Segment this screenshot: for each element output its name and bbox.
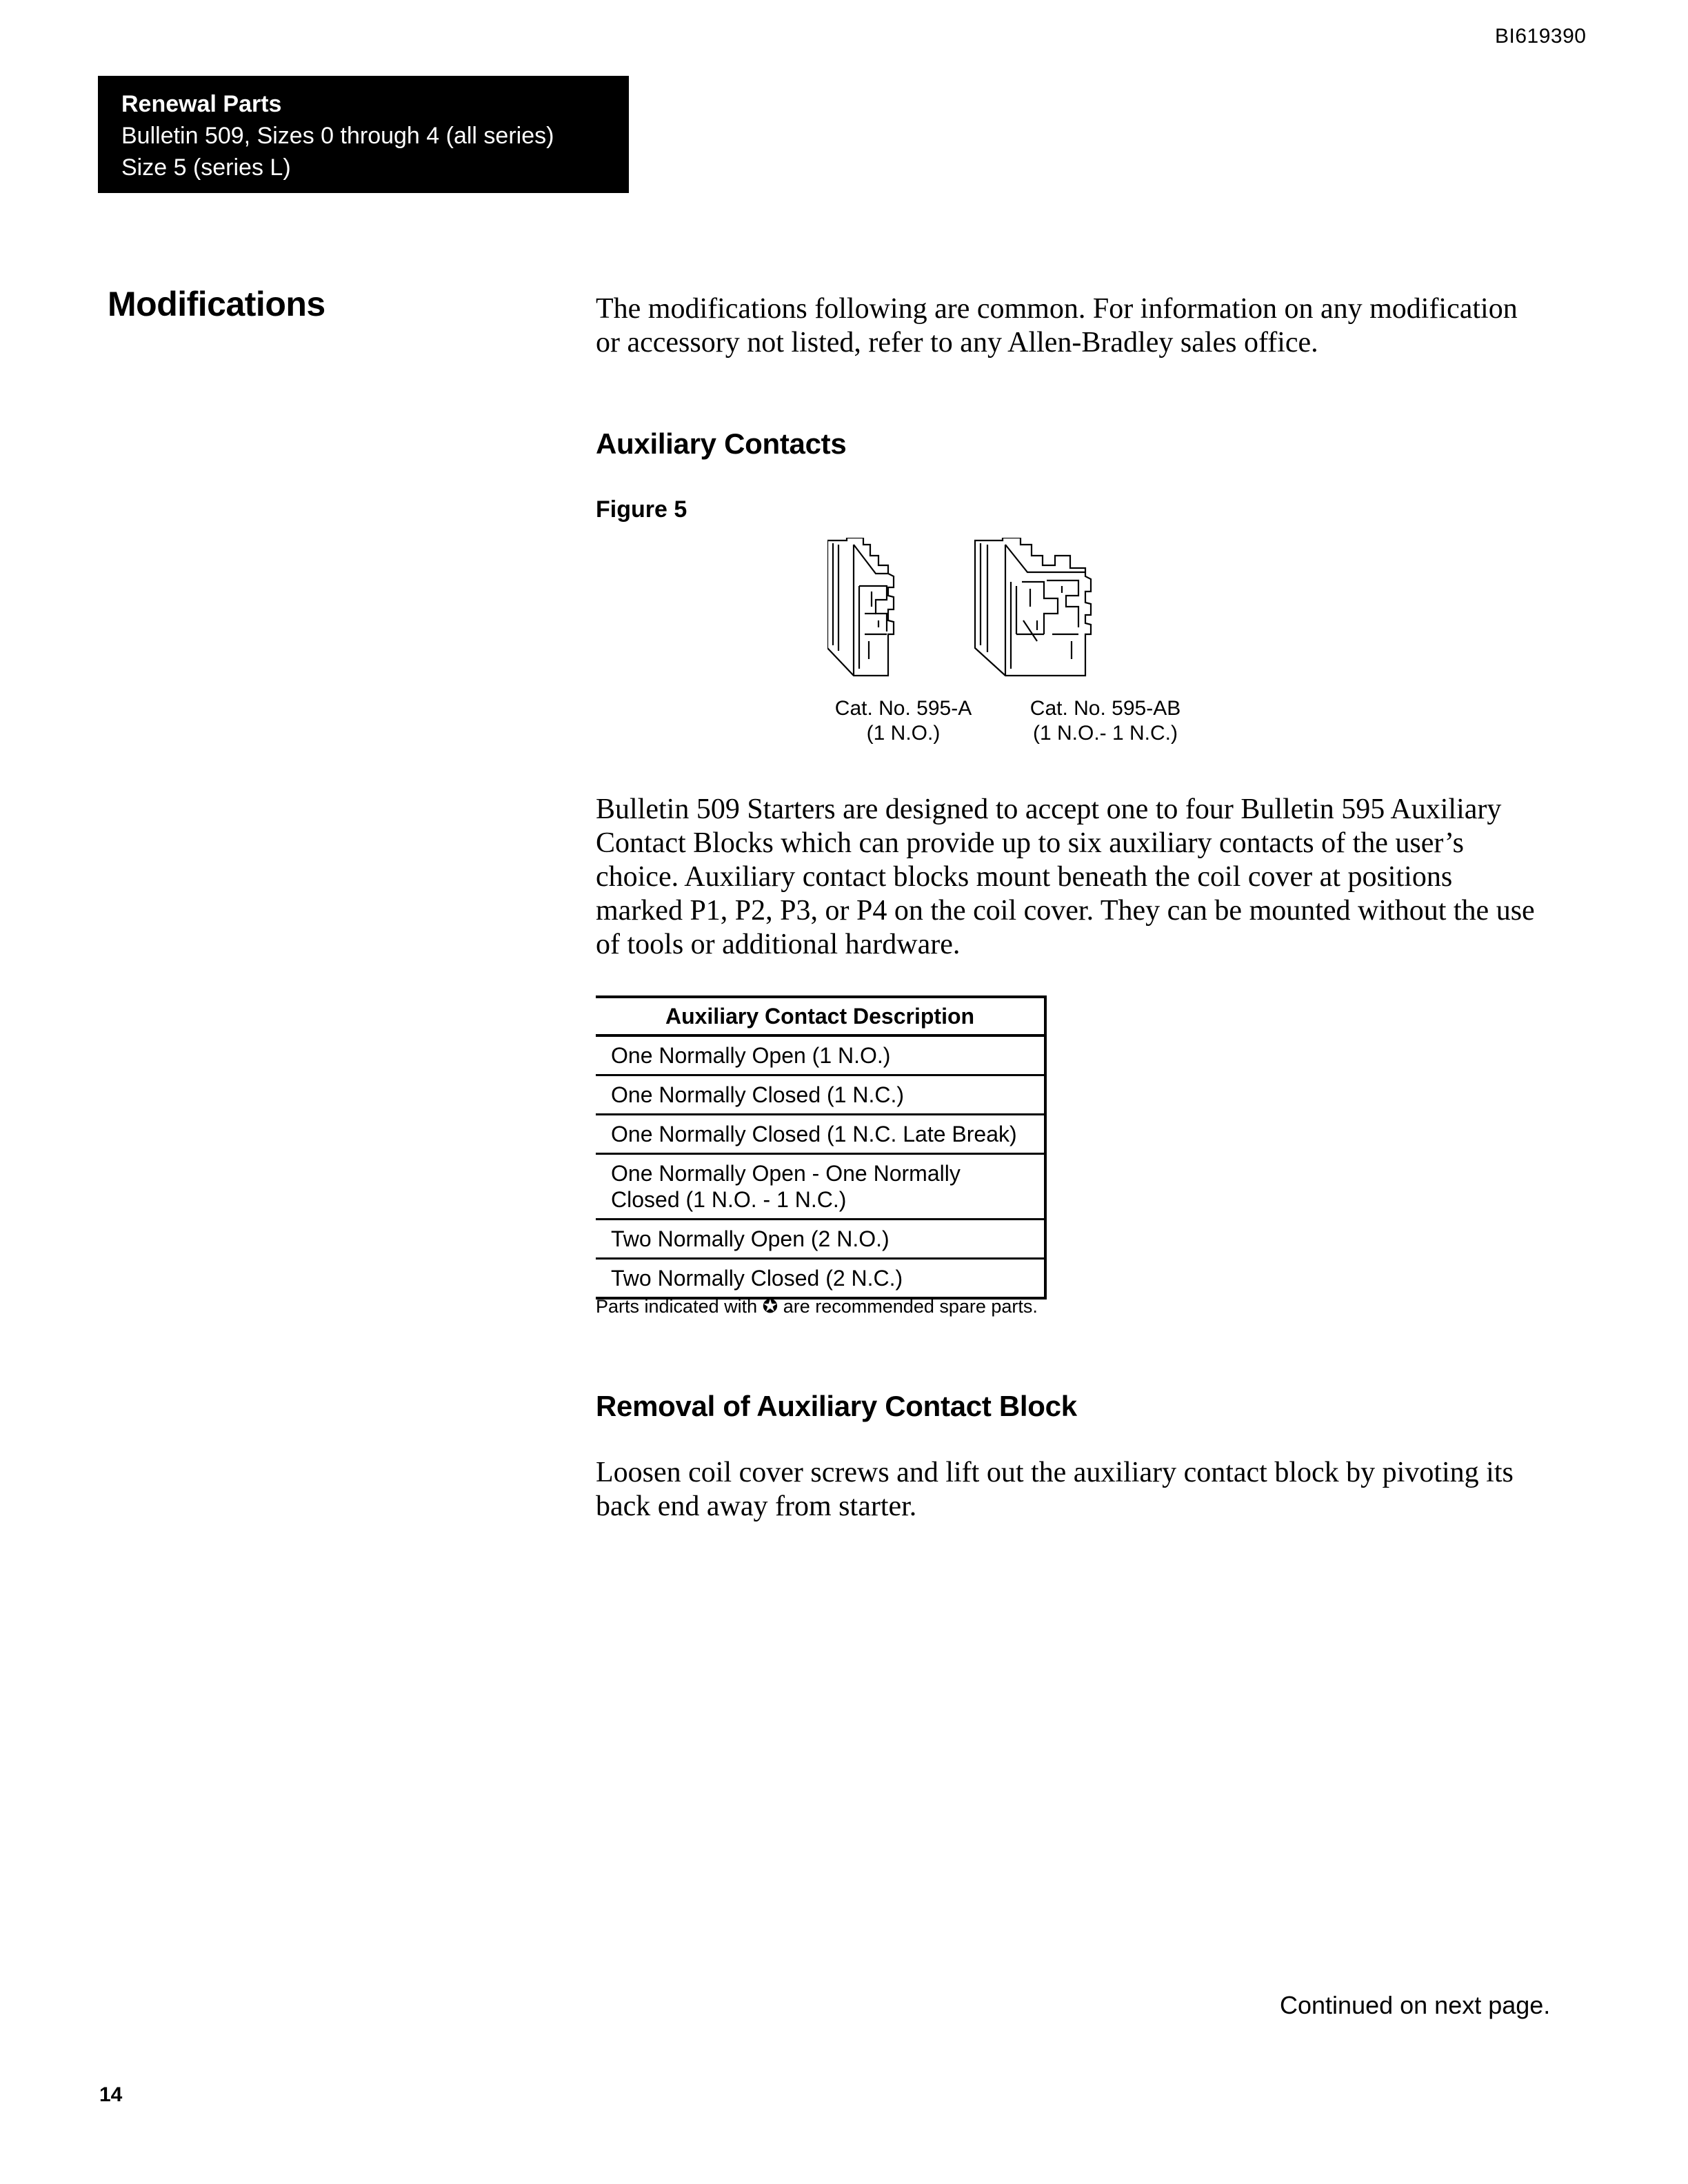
header-line-1: Bulletin 509, Sizes 0 through 4 (all series) — [121, 123, 554, 149]
table-cell: One Normally Closed (1 N.C. Late Break) — [596, 1115, 1045, 1154]
removal-paragraph: Loosen coil cover screws and lift out the auxiliary contact block by pivoting its back end away from starter. — [596, 1457, 1514, 1522]
table-cell: One Normally Open - One Normally Closed (1 N.O. - 1 N.C.) — [596, 1154, 1045, 1220]
dual-contact-block-icon — [975, 538, 1091, 676]
header-banner — [98, 76, 629, 193]
figure-caption-595-a — [821, 696, 986, 746]
removal-heading: Removal of Auxiliary Contact Block — [596, 1390, 1077, 1422]
header-line-2: Size 5 (series L) — [121, 154, 291, 181]
table-row — [596, 1154, 1045, 1220]
table-row — [596, 1075, 1045, 1115]
auxiliary-contacts-heading: Auxiliary Contacts — [596, 427, 847, 460]
figure-label: Figure 5 — [596, 496, 687, 523]
caption-cat-no: Cat. No. 595-A — [834, 697, 972, 720]
figure-5-illustration — [827, 538, 1158, 689]
single-contact-block-icon — [827, 538, 894, 676]
caption-cat-no: Cat. No. 595-AB — [1029, 697, 1181, 720]
continued-note: Continued on next page. — [1280, 1991, 1551, 2019]
table-header: Auxiliary Contact Description — [596, 997, 1045, 1035]
document-id: BI619390 — [1495, 25, 1587, 48]
table-row — [596, 1035, 1045, 1075]
caption-contact-config: (1 N.O.) — [866, 722, 941, 745]
header-title: Renewal Parts — [121, 91, 282, 117]
table-cell: Two Normally Closed (2 N.C.) — [596, 1259, 1045, 1299]
table-cell: Two Normally Open (2 N.O.) — [596, 1220, 1045, 1259]
table-cell: One Normally Closed (1 N.C.) — [596, 1075, 1045, 1115]
table-cell: One Normally Open (1 N.O.) — [596, 1035, 1045, 1075]
intro-paragraph: The modifications following are common. For information on any modification or accessory not listed, refer to any Allen-Bradley sales office. — [596, 293, 1518, 358]
table-row — [596, 1220, 1045, 1259]
figure-caption-595-ab — [1019, 696, 1192, 746]
spare-parts-note: Parts indicated with ✪ are recommended spare parts. — [596, 1296, 1038, 1317]
table-row — [596, 1115, 1045, 1154]
page-number: 14 — [99, 2083, 123, 2106]
auxiliary-contacts-paragraph: Bulletin 509 Starters are designed to accept one to four Bulletin 595 Auxiliary Contact Blocks which can provide up to six auxiliary contacts of the user’s choice. Auxiliary contact blocks mount beneath the coil cover at positions marked P1, P2, P3, or P4 on the coil cover. They can be mounted without the use of tools or additional hardware. — [596, 793, 1535, 960]
table-row — [596, 1259, 1045, 1299]
caption-contact-config: (1 N.O.- 1 N.C.) — [1032, 722, 1178, 745]
section-title: Modifications — [108, 285, 325, 323]
auxiliary-contact-table — [596, 995, 1047, 1300]
